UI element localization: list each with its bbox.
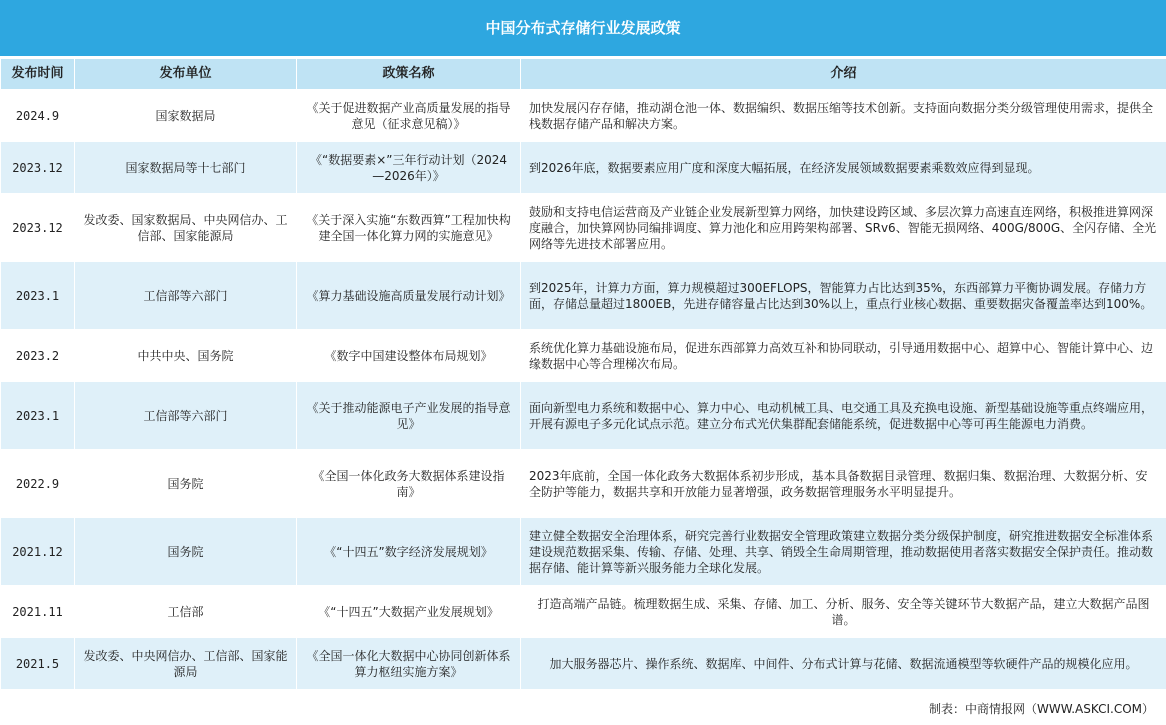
- cell-policy: 《“数据要素×”三年行动计划（2024—2026年）》: [297, 142, 521, 194]
- table-row: [1, 586, 1166, 638]
- header-row: [1, 59, 1166, 90]
- table-row: [1, 638, 1166, 690]
- header-policy: 政策名称: [297, 59, 521, 90]
- table-row: [1, 142, 1166, 194]
- table-title: 中国分布式存储行业发展政策: [0, 0, 1166, 58]
- cell-date: 2023.2: [1, 330, 75, 382]
- cell-policy: 《算力基础设施高质量发展行动计划》: [297, 262, 521, 330]
- cell-issuer: 发改委、中央网信办、工信部、国家能源局: [75, 638, 297, 690]
- cell-issuer: 发改委、国家数据局、中央网信办、工信部、国家能源局: [75, 194, 297, 262]
- cell-date: 2024.9: [1, 90, 75, 142]
- cell-date: 2021.5: [1, 638, 75, 690]
- cell-intro: 到2025年，计算力方面，算力规模超过300EFLOPS，智能算力占比达到35%，东西部算力平衡协调发展。存储力方面，存储总量超过1800EB，先进存储容量占比达到30%以上，重点行业核心数据、重要数据灾备覆盖率达到100%。: [521, 262, 1166, 330]
- cell-intro: 打造高端产品链。梳理数据生成、采集、存储、加工、分析、服务、安全等关键环节大数据产品，建立大数据产品图谱。: [521, 586, 1166, 638]
- cell-issuer: 工信部等六部门: [75, 382, 297, 450]
- cell-issuer: 工信部等六部门: [75, 262, 297, 330]
- table-row: [1, 194, 1166, 262]
- cell-intro: 加快发展闪存存储，推动湖仓池一体、数据编织、数据压缩等技术创新。支持面向数据分类分级管理使用需求，提供全栈数据存储产品和解决方案。: [521, 90, 1166, 142]
- cell-policy: 《“十四五”大数据产业发展规划》: [297, 586, 521, 638]
- cell-policy: 《关于深入实施“东数西算”工程加快构建全国一体化算力网的实施意见》: [297, 194, 521, 262]
- cell-issuer: 国家数据局: [75, 90, 297, 142]
- policy-table: [0, 58, 1166, 690]
- table-row: [1, 518, 1166, 586]
- cell-intro: 加大服务器芯片、操作系统、数据库、中间件、分布式计算与花储、数据流通模型等软硬件产品的规模化应用。: [521, 638, 1166, 690]
- table-row: [1, 262, 1166, 330]
- cell-intro: 面向新型电力系统和数据中心、算力中心、电动机械工具、电交通工具及充换电设施、新型基础设施等重点终端应用，开展有源电子多元化试点示范。建立分布式光伏集群配套储能系统，促进数据中心等可再生能源电力消费。: [521, 382, 1166, 450]
- cell-issuer: 国务院: [75, 518, 297, 586]
- cell-date: 2022.9: [1, 450, 75, 518]
- header-intro: 介绍: [521, 59, 1166, 90]
- cell-issuer: 工信部: [75, 586, 297, 638]
- cell-intro: 到2026年底，数据要素应用广度和深度大幅拓展，在经济发展领域数据要素乘数效应得到显现。: [521, 142, 1166, 194]
- header-date: 发布时间: [1, 59, 75, 90]
- header-issuer: 发布单位: [75, 59, 297, 90]
- cell-policy: 《关于推动能源电子产业发展的指导意见》: [297, 382, 521, 450]
- table-row: [1, 330, 1166, 382]
- cell-date: 2023.1: [1, 382, 75, 450]
- cell-issuer: 国务院: [75, 450, 297, 518]
- cell-date: 2023.1: [1, 262, 75, 330]
- source-note: 制表：中商情报网（WWW.ASKCI.COM）: [929, 702, 1154, 716]
- cell-date: 2023.12: [1, 142, 75, 194]
- cell-intro: 建立健全数据安全治理体系，研究完善行业数据安全管理政策建立数据分类分级保护制度，研究推进数据安全标准体系建设规范数据采集、传输、存储、处理、共享、销毁全生命周期管理，推动数据使用者落实数据安全保护责任。推动数据存储、能计算等新兴服务能力全球化发展。: [521, 518, 1166, 586]
- cell-intro: 2023年底前，全国一体化政务大数据体系初步形成，基本具备数据目录管理、数据归集、数据治理、大数据分析、安全防护等能力，数据共享和开放能力显著增强，政务数据管理服务水平明显提升。: [521, 450, 1166, 518]
- cell-policy: 《“十四五”数字经济发展规划》: [297, 518, 521, 586]
- cell-policy: 《关于促进数据产业高质量发展的指导意见（征求意见稿）》: [297, 90, 521, 142]
- cell-intro: 鼓励和支持电信运营商及产业链企业发展新型算力网络，加快建设跨区域、多层次算力高速直连网络，积极推进算网深度融合，加快算网协同编排调度、算力池化和应用跨架构部署、SRv6、智能无损网络、400G/800G、全闪存储、全光网络等先进技术部署应用。: [521, 194, 1166, 262]
- cell-issuer: 国家数据局等十七部门: [75, 142, 297, 194]
- table-row: [1, 382, 1166, 450]
- cell-policy: 《全国一体化政务大数据体系建设指南》: [297, 450, 521, 518]
- cell-policy: 《全国一体化大数据中心协同创新体系算力枢纽实施方案》: [297, 638, 521, 690]
- cell-date: 2021.11: [1, 586, 75, 638]
- table-row: [1, 90, 1166, 142]
- cell-policy: 《数字中国建设整体布局规划》: [297, 330, 521, 382]
- cell-intro: 系统优化算力基础设施布局，促进东西部算力高效互补和协同联动，引导通用数据中心、超算中心、智能计算中心、边缘数据中心等合理梯次布局。: [521, 330, 1166, 382]
- cell-issuer: 中共中央、国务院: [75, 330, 297, 382]
- table-row: [1, 450, 1166, 518]
- cell-date: 2021.12: [1, 518, 75, 586]
- cell-date: 2023.12: [1, 194, 75, 262]
